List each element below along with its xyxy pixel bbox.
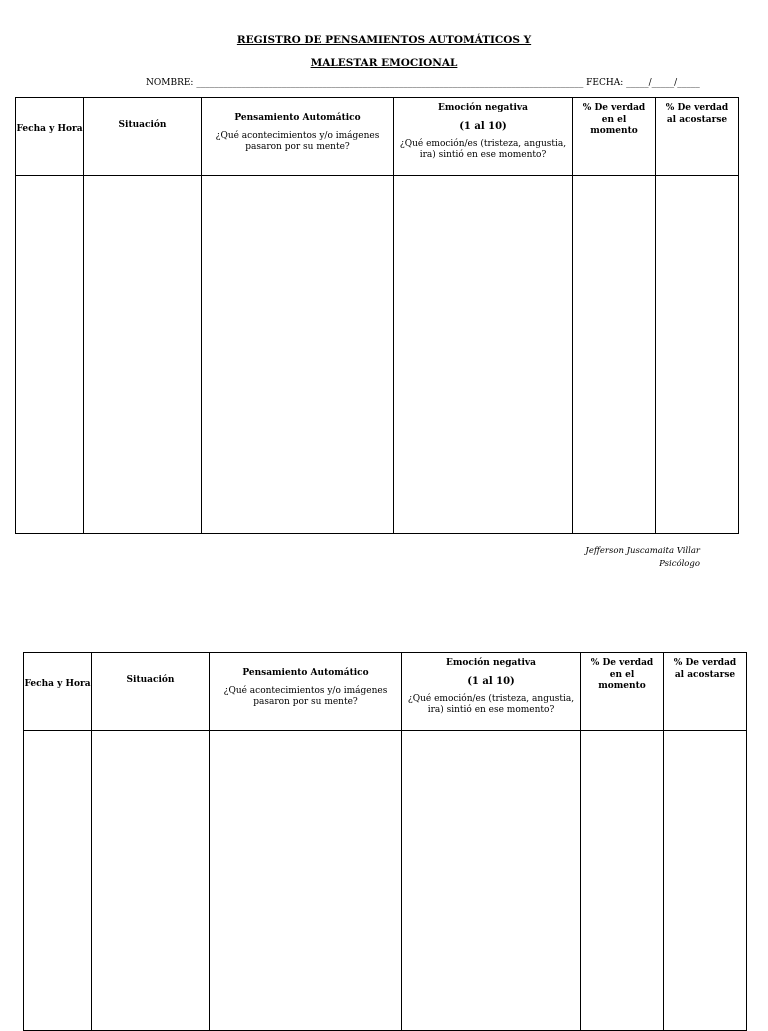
header-emocion — [402, 653, 581, 731]
thought-record-table-2 — [23, 652, 747, 1031]
header-fecha-hora — [16, 98, 84, 176]
header-emocion-title: Emoción negativa — [446, 658, 536, 668]
header-verdad-momento-label: % De verdad en el momento — [590, 658, 654, 692]
header-emocion-scale: (1 al 10) — [467, 675, 515, 687]
header-fecha-label: Fecha y Hora — [24, 679, 91, 689]
header-fecha-hora — [24, 653, 92, 731]
header-pensamiento-question: ¿Qué acontecimientos y/o imágenes pasaron por su mente? — [223, 685, 388, 708]
entry-verdad-acostarse-cell[interactable] — [656, 176, 739, 534]
table-header-row — [16, 98, 739, 176]
header-emocion — [394, 98, 573, 176]
header-emocion-question: ¿Qué emoción/es (tristeza, angustia, ira) sintió en ese momento? — [399, 138, 567, 161]
header-emocion-question: ¿Qué emoción/es (tristeza, angustia, ira) sintió en ese momento? — [407, 693, 575, 716]
header-emocion-scale: (1 al 10) — [459, 120, 507, 132]
header-verdad-acostarse-label: % De verdad al acostarse — [665, 103, 729, 125]
form-title-line-2: MALESTAR EMOCIONAL — [310, 57, 458, 69]
header-pensamiento — [202, 98, 394, 176]
signature-block — [585, 545, 700, 571]
header-situacion — [92, 653, 210, 731]
entry-verdad-momento-cell[interactable] — [573, 176, 656, 534]
table-header-row — [24, 653, 747, 731]
header-verdad-acostarse-label: % De verdad al acostarse — [673, 658, 737, 680]
entry-pensamiento-cell[interactable] — [210, 731, 402, 1031]
entry-fecha-cell[interactable] — [16, 176, 84, 534]
thought-record-table-1 — [15, 97, 739, 534]
signature-role: Psicólogo — [659, 558, 700, 569]
table-entry-row — [16, 176, 739, 534]
header-situacion — [84, 98, 202, 176]
form-title-line-1: REGISTRO DE PENSAMIENTOS AUTOMÁTICOS Y — [236, 34, 532, 46]
header-verdad-acostarse — [656, 98, 739, 176]
header-pensamiento — [210, 653, 402, 731]
header-situacion-label: Situación — [126, 675, 175, 685]
entry-pensamiento-cell[interactable] — [202, 176, 394, 534]
entry-fecha-cell[interactable] — [24, 731, 92, 1031]
name-date-line: NOMBRE: ______________________________________________________________________________________ FECHA: _____/_____/_____ — [146, 78, 700, 88]
entry-emocion-cell[interactable] — [394, 176, 573, 534]
header-pensamiento-title: Pensamiento Automático — [242, 668, 369, 678]
entry-verdad-momento-cell[interactable] — [581, 731, 664, 1031]
header-verdad-momento-label: % De verdad en el momento — [582, 103, 646, 137]
header-emocion-title: Emoción negativa — [438, 103, 528, 113]
header-pensamiento-title: Pensamiento Automático — [234, 113, 361, 123]
entry-situacion-cell[interactable] — [92, 731, 210, 1031]
header-pensamiento-question: ¿Qué acontecimientos y/o imágenes pasaron por su mente? — [215, 130, 380, 153]
entry-verdad-acostarse-cell[interactable] — [664, 731, 747, 1031]
table-entry-row — [24, 731, 747, 1031]
header-fecha-label: Fecha y Hora — [16, 124, 83, 134]
header-verdad-acostarse — [664, 653, 747, 731]
entry-emocion-cell[interactable] — [402, 731, 581, 1031]
entry-situacion-cell[interactable] — [84, 176, 202, 534]
signature-name: Jefferson Juscamaita Villar — [585, 546, 700, 556]
header-verdad-momento — [573, 98, 656, 176]
header-verdad-momento — [581, 653, 664, 731]
header-situacion-label: Situación — [118, 120, 167, 130]
